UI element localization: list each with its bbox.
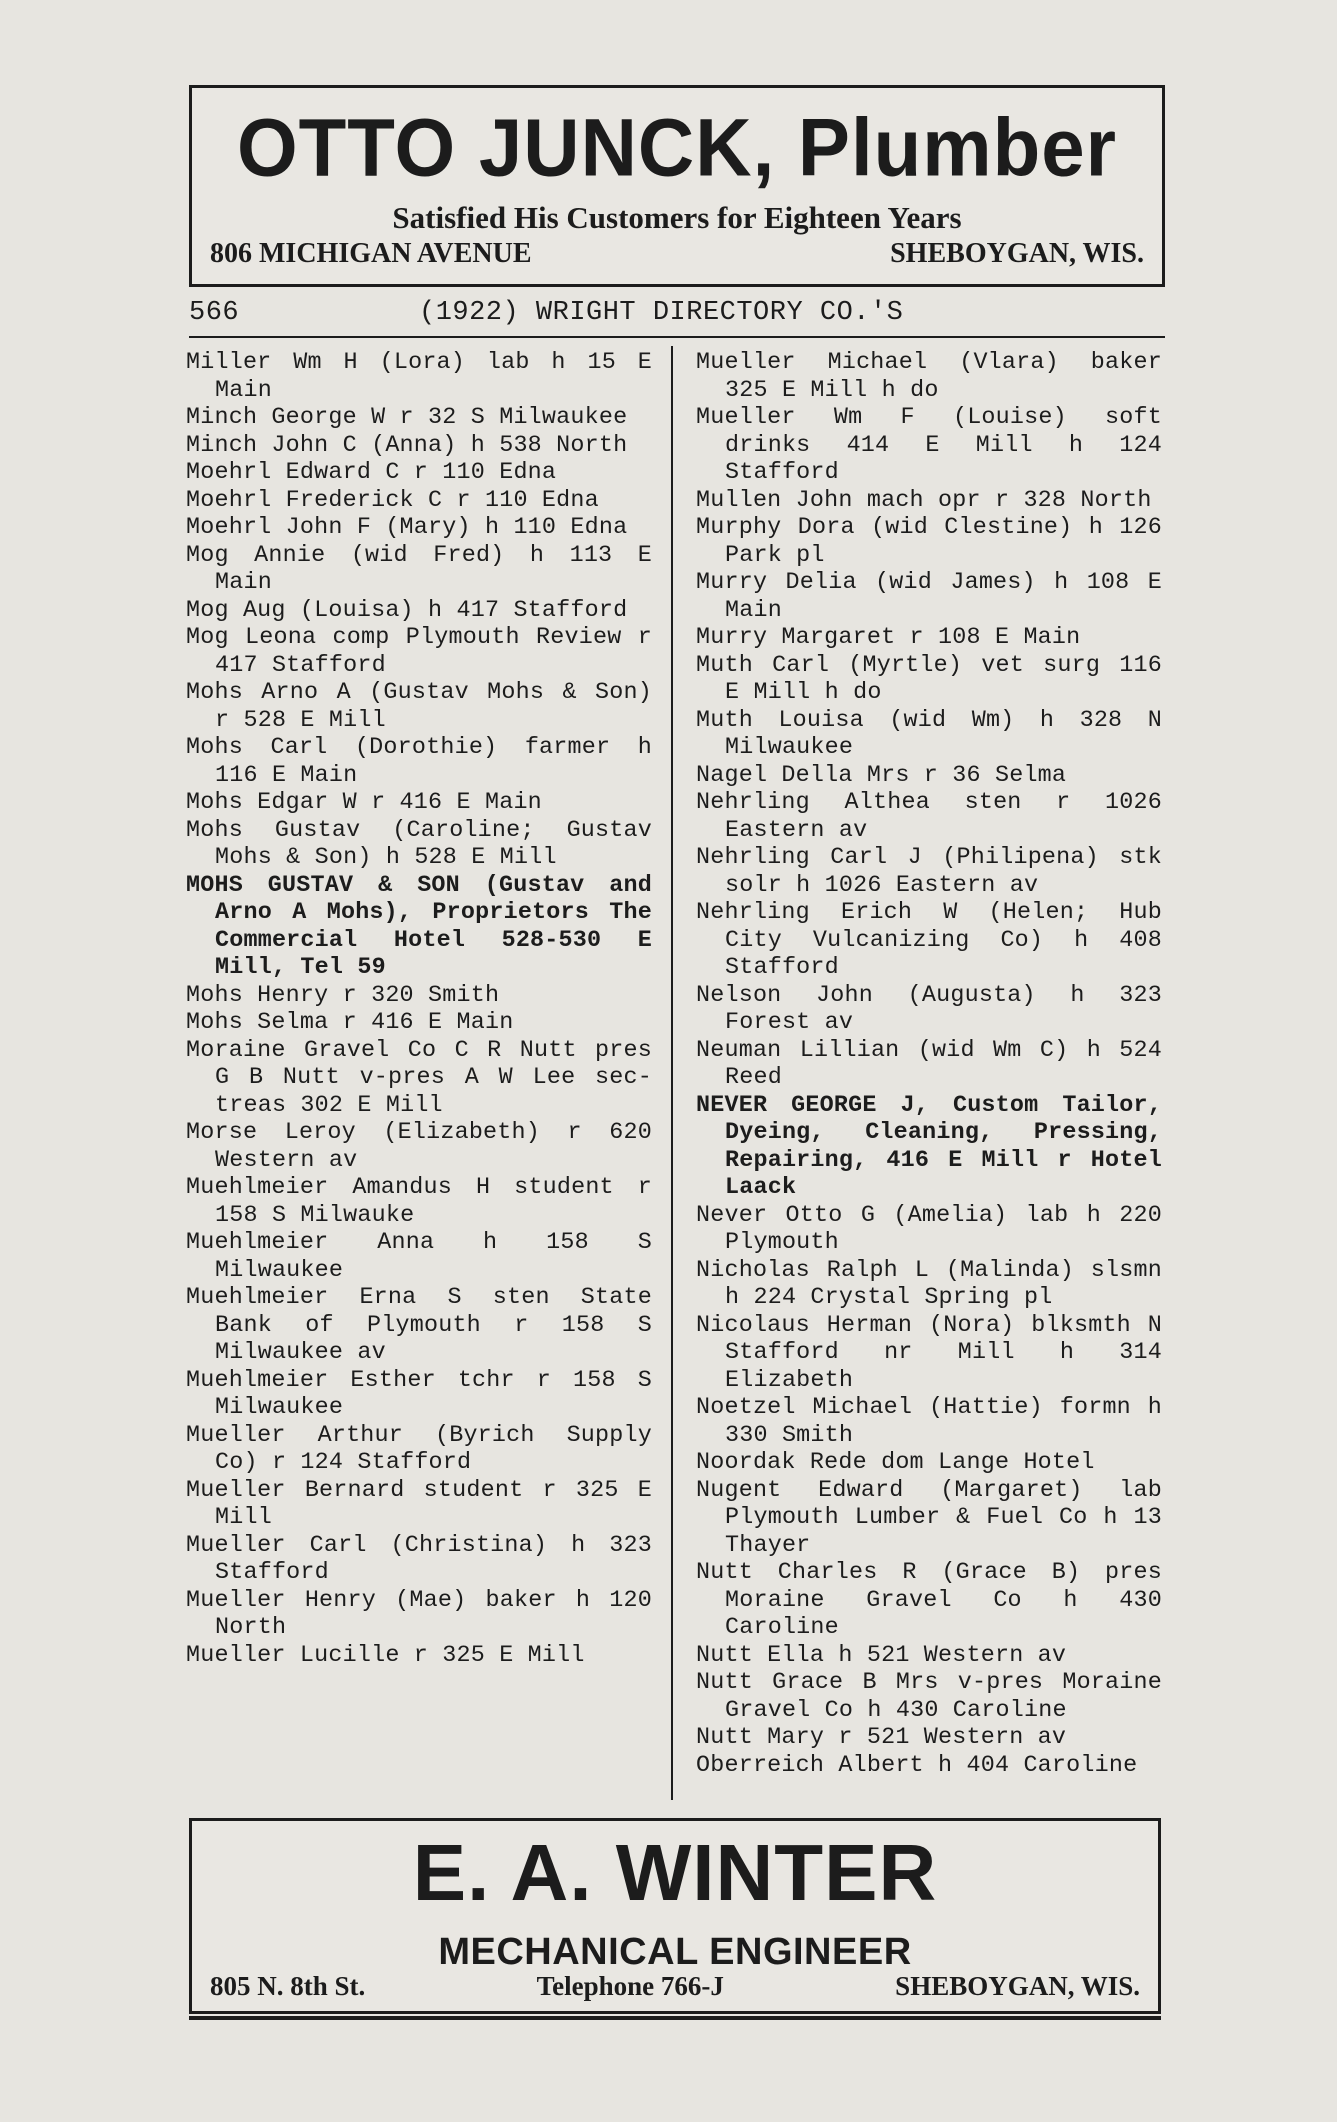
directory-entry: Muehlmeier Anna h 158 S Milwaukee <box>186 1230 652 1284</box>
directory-entry: Murphy Dora (wid Clestine) h 126 Park pl <box>696 515 1162 569</box>
directory-entry: Noetzel Michael (Hattie) formn h 330 Smith <box>696 1395 1162 1449</box>
directory-entry: Nutt Mary r 521 Western av <box>696 1725 1067 1751</box>
ad-address: 805 N. 8th St. <box>210 1971 366 2001</box>
directory-entry: Mullen John mach opr r 328 North <box>696 487 1152 514</box>
directory-entry: Nelson John (Augusta) h 323 Forest av <box>696 982 1162 1036</box>
directory-entry: Mueller Michael (Vlara) baker 325 E Mill h do <box>696 350 1162 404</box>
ad-headline: OTTO JUNCK, Plumber <box>236 100 1117 194</box>
directory-entry: Mog Aug (Louisa) h 417 Stafford <box>186 597 628 624</box>
right-column <box>696 350 1162 1780</box>
directory-entry: Muth Louisa (wid Wm) h 328 N Milwaukee <box>696 707 1162 761</box>
directory-entry: Mohs Arno A (Gustav Mohs & Son) r 528 E Mill <box>186 680 652 734</box>
directory-entry: Nagel Della Mrs r 36 Selma <box>696 762 1067 789</box>
directory-entry: Oberreich Albert h 404 Caroline <box>696 1752 1138 1779</box>
directory-entry: Muehlmeier Amandus H student r 158 S Milwauke <box>186 1175 652 1229</box>
directory-entry: Moehrl Frederick C r 110 Edna <box>186 487 599 514</box>
header-divider <box>189 336 1165 338</box>
page-number: 566 <box>189 298 240 328</box>
directory-entry: Morse Leroy (Elizabeth) r 620 Western av <box>186 1120 652 1174</box>
directory-entry-featured: MOHS GUSTAV & SON (Gustav and Arno A Mohs), Proprietors The Commercial Hotel 528-530 E Mill, Tel 59 <box>186 872 652 981</box>
directory-entry: Muth Carl (Myrtle) vet surg 116 E Mill h do <box>696 652 1162 706</box>
directory-entry: Mueller Arthur (Byrich Supply Co) r 124 Stafford <box>186 1422 652 1476</box>
directory-entry: Muehlmeier Esther tchr r 158 S Milwaukee <box>186 1367 652 1421</box>
directory-entry: Moehrl Edward C r 110 Edna <box>186 460 557 486</box>
directory-entry: Nicholas Ralph L (Malinda) slsmn h 224 Crystal Spring pl <box>696 1257 1162 1311</box>
page-title: (1922) WRIGHT DIRECTORY CO.'S <box>419 298 904 328</box>
directory-entry: Mohs Henry r 320 Smith <box>186 982 500 1009</box>
directory-entry: Moraine Gravel Co C R Nutt pres G B Nutt v-pres A W Lee sec-treas 302 E Mill <box>186 1037 652 1119</box>
directory-entry: Moehrl John F (Mary) h 110 Edna <box>186 515 628 541</box>
directory-entry: Nugent Edward (Margaret) lab Plymouth Lumber & Fuel Co h 13 Thayer <box>696 1477 1162 1559</box>
directory-entry: Murry Delia (wid James) h 108 E Main <box>696 570 1162 624</box>
ad-address: 806 MICHIGAN AVENUE <box>210 238 532 269</box>
directory-entry: Mueller Lucille r 325 E Mill <box>186 1642 585 1669</box>
ad-subtitle: MECHANICAL ENGINEER <box>438 1931 912 1973</box>
ad-telephone: Telephone 766-J <box>536 1971 724 2001</box>
bottom-rule <box>189 2016 1161 2020</box>
directory-entry: Mueller Bernard student r 325 E Mill <box>186 1477 652 1531</box>
column-divider <box>671 346 673 1800</box>
page-header <box>189 298 1165 328</box>
otto-junck-advertisement <box>189 85 1165 287</box>
directory-entry: Never Otto G (Amelia) lab h 220 Plymouth <box>696 1202 1162 1256</box>
directory-entry: Nutt Grace B Mrs v-pres Moraine Gravel Co h 430 Caroline <box>696 1670 1162 1724</box>
directory-entry: Noordak Rede dom Lange Hotel <box>696 1450 1095 1476</box>
directory-entry: Mohs Carl (Dorothie) farmer h 116 E Main <box>186 735 652 789</box>
directory-entry: Minch George W r 32 S Milwaukee <box>186 405 628 431</box>
directory-entry: Minch John C (Anna) h 538 North <box>186 432 628 459</box>
directory-entry-featured: NEVER GEORGE J, Custom Tailor, Dyeing, Cleaning, Pressing, Repairing, 416 E Mill r Hotel Laack <box>696 1092 1162 1201</box>
directory-entry: Nicolaus Herman (Nora) blksmth N Stafford nr Mill h 314 Elizabeth <box>696 1312 1162 1394</box>
directory-entry: Mueller Carl (Christina) h 323 Stafford <box>186 1532 652 1586</box>
directory-entry: Mohs Gustav (Caroline; Gustav Mohs & Son) h 528 E Mill <box>186 817 652 871</box>
ad-city: SHEBOYGAN, WIS. <box>895 1971 1140 2001</box>
directory-entry: Murry Margaret r 108 E Main <box>696 625 1081 651</box>
ad-tagline: Satisfied His Customers for Eighteen Years <box>392 200 962 235</box>
directory-entry: Mohs Edgar W r 416 E Main <box>186 790 542 816</box>
ea-winter-advertisement <box>189 1818 1161 2014</box>
directory-entry: Muehlmeier Erna S sten State Bank of Plymouth r 158 S Milwaukee av <box>186 1285 652 1366</box>
directory-entry: Mog Annie (wid Fred) h 113 E Main <box>186 542 652 596</box>
directory-entry: Nehrling Althea sten r 1026 Eastern av <box>696 790 1162 844</box>
directory-entry: Nehrling Carl J (Philipena) stk solr h 1026 Eastern av <box>696 845 1162 899</box>
directory-entry: Mueller Henry (Mae) baker h 120 North <box>186 1587 652 1641</box>
directory-entry: Miller Wm H (Lora) lab h 15 E Main <box>186 350 652 404</box>
directory-entry: Mog Leona comp Plymouth Review r 417 Stafford <box>186 625 652 679</box>
directory-entry: Mueller Wm F (Louise) soft drinks 414 E Mill h 124 Stafford <box>696 405 1162 486</box>
directory-entry: Nehrling Erich W (Helen; Hub City Vulcanizing Co) h 408 Stafford <box>696 900 1162 981</box>
ad-headline: E. A. WINTER <box>412 1828 938 1917</box>
left-column <box>186 350 652 1670</box>
directory-entry: Neuman Lillian (wid Wm C) h 524 Reed <box>696 1037 1162 1091</box>
directory-entry: Mohs Selma r 416 E Main <box>186 1010 514 1036</box>
directory-entry: Nutt Ella h 521 Western av <box>696 1642 1067 1669</box>
ad-footer-row <box>210 238 1144 270</box>
directory-entry: Nutt Charles R (Grace B) pres Moraine Gravel Co h 430 Caroline <box>696 1560 1162 1641</box>
ad-footer-row <box>210 1971 1140 2002</box>
ad-city: SHEBOYGAN, WIS. <box>890 238 1144 269</box>
